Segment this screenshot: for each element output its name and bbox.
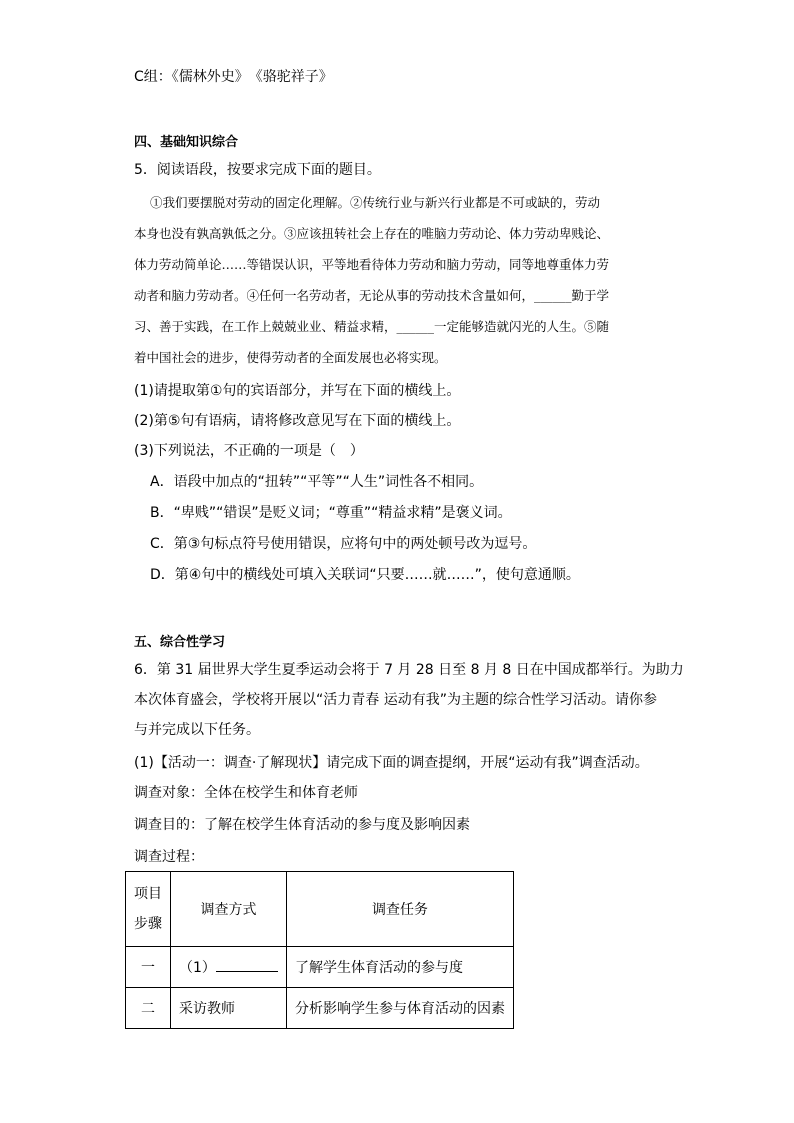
- option-c: C．第③句标点符号使用错误，应将句中的两处顿号改为逗号。: [150, 536, 537, 552]
- survey-object: 调查对象：全体在校学生和体育老师: [134, 785, 358, 801]
- row-step: 一: [126, 947, 171, 988]
- section-5-heading: 五、综合性学习: [134, 635, 226, 650]
- row-method: 采访教师: [171, 988, 287, 1029]
- sub-question-2: (2)第⑤句有语病，请将修改意见写在下面的横线上。: [134, 413, 461, 429]
- table-row: [126, 988, 514, 1029]
- header-task: 调查任务: [287, 872, 514, 947]
- header-method: 调查方式: [171, 872, 287, 947]
- group-c-line: C组：《儒林外史》 《骆驼祥子》: [134, 69, 333, 85]
- row-method: （1）: [171, 947, 287, 988]
- option-b: B．“卑贱”“错误”是贬义词；“尊重”“精益求精”是褒义词。: [150, 505, 512, 521]
- header-step: 项目 步骤: [126, 872, 171, 947]
- section-4-heading: 四、基础知识综合: [134, 135, 239, 150]
- passage-line-1: ①我们要摆脱对劳动的固定化理解。②传统行业与新兴行业都是不可或缺的，劳动: [150, 195, 601, 210]
- question-5: 5．阅读语段，按要求完成下面的题目。: [134, 162, 381, 178]
- option-a: A．语段中加点的“扭转”“平等”“人生”词性各不相同。: [150, 474, 484, 490]
- passage-line-6: 着中国社会的进步，使得劳动者的全面发展也必将实现。: [134, 350, 447, 365]
- survey-process: 调查过程：: [134, 849, 204, 865]
- passage-line-3: 体力劳动简单论……等错误认识，平等地看待体力劳动和脑力劳动，同等地尊重体力劳: [134, 257, 610, 272]
- question-6-line-1: 6．第 31 届世界大学生夏季运动会将于 7 月 28 日至 8 月 8 日在中国成都举行。为助力: [134, 662, 684, 678]
- passage-line-5: 习、善于实践，在工作上兢兢业业、精益求精，______一定能够造就闪光的人生。⑤随: [134, 319, 610, 334]
- passage-line-4: 动者和脑力劳动者。④任何一名劳动者，无论从事的劳动技术含量如何，______勤于学: [134, 288, 610, 303]
- question-6-line-3: 与并完成以下任务。: [134, 722, 260, 738]
- row-task: 了解学生体育活动的参与度: [287, 947, 514, 988]
- activity-1: (1)【活动一：调查·了解现状】请完成下面的调查提纲，开展“运动有我”调查活动。: [134, 755, 649, 771]
- table-row: [126, 947, 514, 988]
- survey-purpose: 调查目的：了解在校学生体育活动的参与度及影响因素: [134, 817, 470, 833]
- sub-question-1: (1)请提取第①句的宾语部分，并写在下面的横线上。: [134, 383, 461, 399]
- sub-question-3: (3)下列说法，不正确的一项是（ ）: [134, 443, 364, 459]
- option-d: D．第④句中的横线处可填入关联词“只要……就……”，使句意通顺。: [150, 567, 580, 583]
- passage-line-2: 本身也没有孰高孰低之分。③应该扭转社会上存在的唯脑力劳动论、体力劳动卑贱论、: [134, 226, 610, 241]
- row-step: 二: [126, 988, 171, 1029]
- survey-table: [125, 871, 514, 1029]
- table-header-row: [126, 872, 514, 947]
- answer-blank[interactable]: [216, 957, 278, 972]
- question-6-line-2: 本次体育盛会，学校将开展以“活力青春 运动有我”为主题的综合性学习活动。请你参: [134, 692, 657, 708]
- row-task: 分析影响学生参与体育活动的因素: [287, 988, 514, 1029]
